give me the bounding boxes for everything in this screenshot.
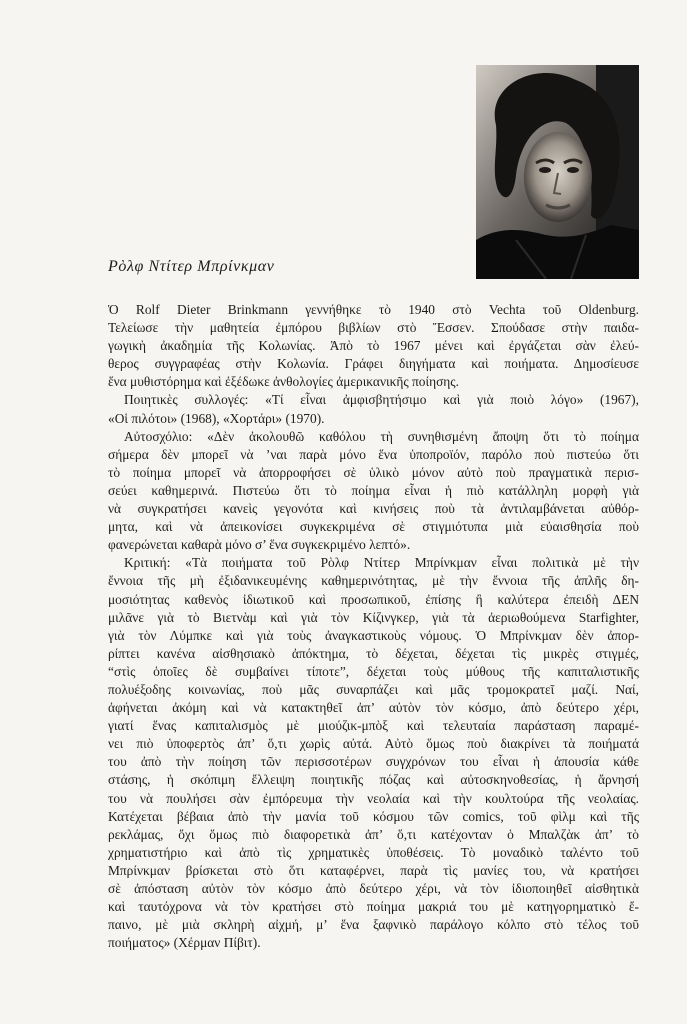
- paragraph-collections: [108, 391, 639, 427]
- text-line: Μπρίνκμαν βρίσκεται στὸ ὅτι καταφέρνει, παρὰ τὶς μανίες του, νὰ κρατήσει: [108, 862, 639, 878]
- text-line: ἔννοια τῆς μὴ ἐξιδανικευμένης καθημερινότητας, μὲ τὴν ἔννοια τῆς ἁπλῆς δη-: [108, 573, 639, 589]
- text-line: τὸ ποίημα μπορεῖ νὰ ἀπορροφήσει σὲ ὑλικὸ μόνον αὐτὸ ποὺ πραγματικὰ περισ-: [108, 464, 639, 480]
- text-line: του ἀπὸ τὴν ποίηση τῶν περισσοτέρων συγχρόνων του εἶναι ἡ ἀπουσία κάθε: [108, 754, 639, 770]
- text-line: νει πιὸ ὑποφερτὸς ἀπ’ ὅ,τι χωρὶς αὐτά. Αὐτὸ ὅμως ποὺ διακρίνει τὰ ποιήματά: [108, 736, 639, 752]
- text-line: σὲ ἀπόσταση αὐτὸν τὸν κόσμο ἀπὸ δεύτερο χέρι, νὰ τὸν ἰδιοποιηθεῖ αἰσθητικὰ: [108, 881, 639, 896]
- text-line: μητα, καὶ νὰ ἀπεικονίσει συγκεκριμένα σὲ στιγμιότυπα μιὰ εὐαισθησία ποὺ: [108, 519, 639, 535]
- text-line: θερος συγγραφέας στὴν Κολωνία. Γράφει διηγήματα καὶ ποιήματα. Δημοσίευσε: [108, 356, 639, 372]
- text-line: του νὰ πουλήσει σὰν ἐμπόρευμα τὴν νεολαία καὶ τὴν κουλτούρα τῆς νεολαίας.: [108, 790, 639, 806]
- portrait-image: [476, 65, 639, 279]
- text-line: ρίπτει κανένα αἰσθησιακὸ ἀπόκτημα, τὸ δέχεται, δέχεται τὶς μικρὲς στιγμές,: [108, 645, 639, 661]
- text-line: Κατέχεται βέβαια ἀπὸ τὴν μανία τοῦ κόσμου τῶν comics, τοῦ φὶλμ καὶ τῆς: [108, 808, 639, 824]
- text-line: μοσιότητας καθενὸς ἰδιωτικοῦ καὶ προσωπικοῦ, ἐπίσης ἢ καλύτερα ἐπειδὴ ΔΕΝ: [108, 591, 639, 607]
- text-line: νὰ συγκρατήσει κανεὶς γεγονότα καὶ κινήσεις ποὺ τὰ ἀντιλαμβάνεται αὐθόρ-: [108, 501, 639, 517]
- text-line: στάσης, ἡ σκόπιμη ἔλλειψη ποιητικῆς πόζας καὶ αὐτοσκηνοθεσίας, ἡ ἄρνησή: [108, 772, 639, 788]
- text-line: φανερώνεται καθαρὰ μόνο σ’ ἕνα συγκεκριμένο λεπτό».: [108, 537, 411, 553]
- text-line: ποιήματος» (Χέρμαν Πίβιτ).: [108, 935, 261, 951]
- text-line: “στὶς ὁποῖες δὲ συμβαίνει τίποτε”, δέχεται τοὺς μύθους τῆς καπιταλιστικῆς: [108, 663, 639, 679]
- text-line: μιλᾶνε γιὰ τὸ Βιετνὰμ καὶ γιὰ τὸν Κίζινγκερ, γιὰ τὰ ἀεριωθούμενα Starfighter,: [108, 609, 639, 625]
- text-line: γιὰ τὸν Λύμπκε καὶ γιὰ τοὺς ἀναγκαστικοὺς νόμους. Ὁ Μπρίνκμαν δὲν ἀπορ-: [108, 627, 639, 643]
- text-line: καὶ ταυτόχρονα νὰ τὸν κρατήσει στὸ ποίημα μακριά του μὲ κατηγορηματικὸ ἔ-: [108, 899, 639, 915]
- text-line: γωγικὴ ἀκαδημία τῆς Κολωνίας. Ἀπὸ τὸ 1967 μένει καὶ ἐργάζεται σὰν ἐλεύ-: [108, 338, 639, 354]
- text-line: πολυέξοδης κοινωνίας, ποὺ μᾶς συναρπάζει καὶ μᾶς τρομοκρατεῖ μαζί. Ναί,: [108, 681, 639, 697]
- text-line: Ὁ Rolf Dieter Brinkmann γεννήθηκε τὸ 1940 στὸ Vechta τοῦ Oldenburg.: [108, 302, 639, 317]
- text-line: σήμερα δὲν μπορεῖ νὰ ’ναι παρὰ μόνο ἕνα ὑποπροϊόν, παρόλο ποὺ πιστεύω ὅτι: [108, 446, 639, 462]
- paragraph-biography: [108, 301, 639, 391]
- text-line: «Οἱ πιλότοι» (1968), «Χορτάρι» (1970).: [108, 410, 325, 426]
- text-line: σεύει καθημερινά. Πιστεύω ὅτι τὸ ποίημα εἶναι ἡ πιὸ κατάλληλη μορφὴ γιὰ: [108, 482, 639, 498]
- paragraph-self-commentary: [108, 428, 639, 555]
- text-line: Κριτική: «Τὰ ποιήματα τοῦ Ρὸλφ Ντίτερ Μπρίνκμαν εἶναι πολιτικὰ μὲ τὴν: [124, 555, 639, 571]
- text-line: Τελείωσε τὴν μαθητεία ἐμπόρου βιβλίων στὸ Ἔσσεν. Σπούδασε στὴν παιδα-: [108, 320, 639, 336]
- text-line: παινο, μὲ μιὰ σκληρὴ αἰχμή, μ’ ἕνα ξαφνικὸ παράλογο κόλπο στὸ τέλος τοῦ: [108, 917, 639, 933]
- text-line: Αὐτοσχόλιο: «Δὲν ἀκολουθῶ καθόλου τὴ συνηθισμένη ἄποψη ὅτι τὸ ποίημα: [124, 428, 639, 444]
- author-photo: [476, 65, 639, 279]
- text-line: γιατί ἕνας καπιταλισμὸς μὲ μιούζικ-μπὸξ καὶ τελευταία παράσταση παραμέ-: [108, 718, 639, 734]
- text-line: ρεκλάμας, ὄχι ὅμως πιὸ διαφορετικὰ ἀπ’ ὅ,τι κατέχονταν ὁ Μπαλζὰκ ἀπ’ τὸ: [108, 826, 639, 842]
- article-body: [108, 301, 639, 952]
- paragraph-critique: [108, 554, 639, 952]
- text-line: Ποιητικὲς συλλογές: «Τί εἶναι ἀμφισβητήσιμο καὶ γιὰ ποιὸ λόγο» (1967),: [124, 392, 639, 408]
- author-name: Ρὸλφ Ντίτερ Μπρίνκμαν: [108, 258, 275, 275]
- text-line: ἀφήνεται ἀκόμη καὶ νὰ κατακτηθεῖ ἀπ’ αὐτὸν τὸν κόσμο, ἀπὸ δεύτερο χέρι,: [108, 700, 639, 716]
- text-line: ἕνα μυθιστόρημα καὶ ἐξέδωκε ἀνθολογίες ἀμερικανικῆς ποίησης.: [108, 374, 459, 390]
- text-line: χρηματιστήριο καὶ ἀπὸ τὶς χρηματικὲς ὑποθέσεις. Τὸ μοναδικὸ ταλέντο τοῦ: [108, 844, 639, 860]
